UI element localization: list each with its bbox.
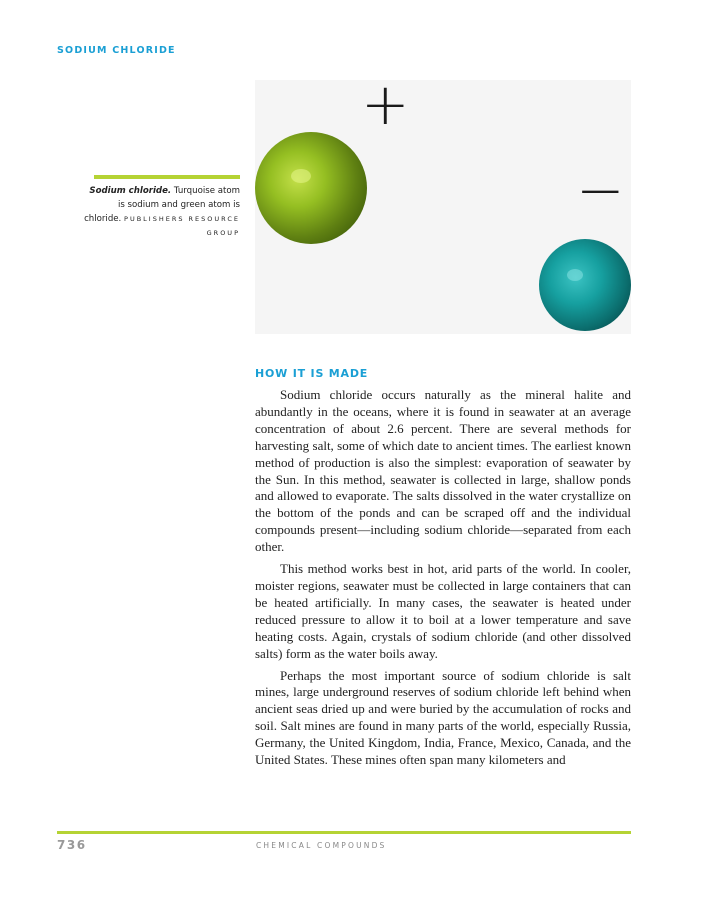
sodium-chloride-figure (255, 80, 631, 334)
caption-title: Sodium chloride. (89, 186, 172, 196)
minus-sign: − (576, 156, 625, 224)
chloride-atom (539, 239, 631, 331)
caption-text: Turquoise atom is sodium and green atom is chloride. (84, 186, 240, 224)
paragraph: This method works best in hot, arid parts of the world. In cooler, moister regions, seawater must be collected in large containers that can be heated artificially. In many cases, the seawater is heated under reduced pressure to allow it to boil at a lower temperature and save heating costs. Again, crystals of sodium chloride (and other dissolved salts) form as the water boils away. (255, 561, 631, 661)
caption-rule (94, 175, 240, 179)
plus-sign: + (361, 80, 410, 138)
paragraph: Sodium chloride occurs naturally as the mineral halite and abundantly in the oceans, where it is found in seawater at an average concentration of about 2.6 percent. There are several methods for harvesting salt, some of which date to ancient times. The earliest known method of production is also the simplest: evaporation of seawater by the Sun. In this method, seawater is collected in large, shallow ponds and allowed to evaporate. The salts dissolved in the water crystallize on the bottom of the ponds and can be scraped off and the individual compounds present—including sodium chloride—separated from each other. (255, 387, 631, 555)
footer-book-title: CHEMICAL COMPOUNDS (256, 841, 387, 850)
sodium-atom-highlight (291, 169, 311, 183)
section-title: HOW IT IS MADE (255, 367, 369, 380)
atoms-illustration (255, 80, 631, 334)
chloride-atom-highlight (567, 269, 583, 281)
caption-credit: PUBLISHERS RESOURCE GROUP (124, 215, 240, 237)
page-number: 736 (57, 838, 87, 852)
running-head: SODIUM CHLORIDE (57, 45, 176, 56)
footer-rule (57, 831, 631, 834)
sodium-atom (255, 132, 367, 244)
figure-caption (80, 184, 240, 240)
paragraph: Perhaps the most important source of sodium chloride is salt mines, large underground reserves of sodium chloride left behind when ancient seas dried up and were buried by the accumulation of rocks and soil. Salt mines are found in many parts of the world, especially Russia, Germany, the United Kingdom, India, France, Mexico, Canada, and the United States. These mines often span many kilometers and (255, 667, 631, 768)
body-text (255, 387, 631, 817)
